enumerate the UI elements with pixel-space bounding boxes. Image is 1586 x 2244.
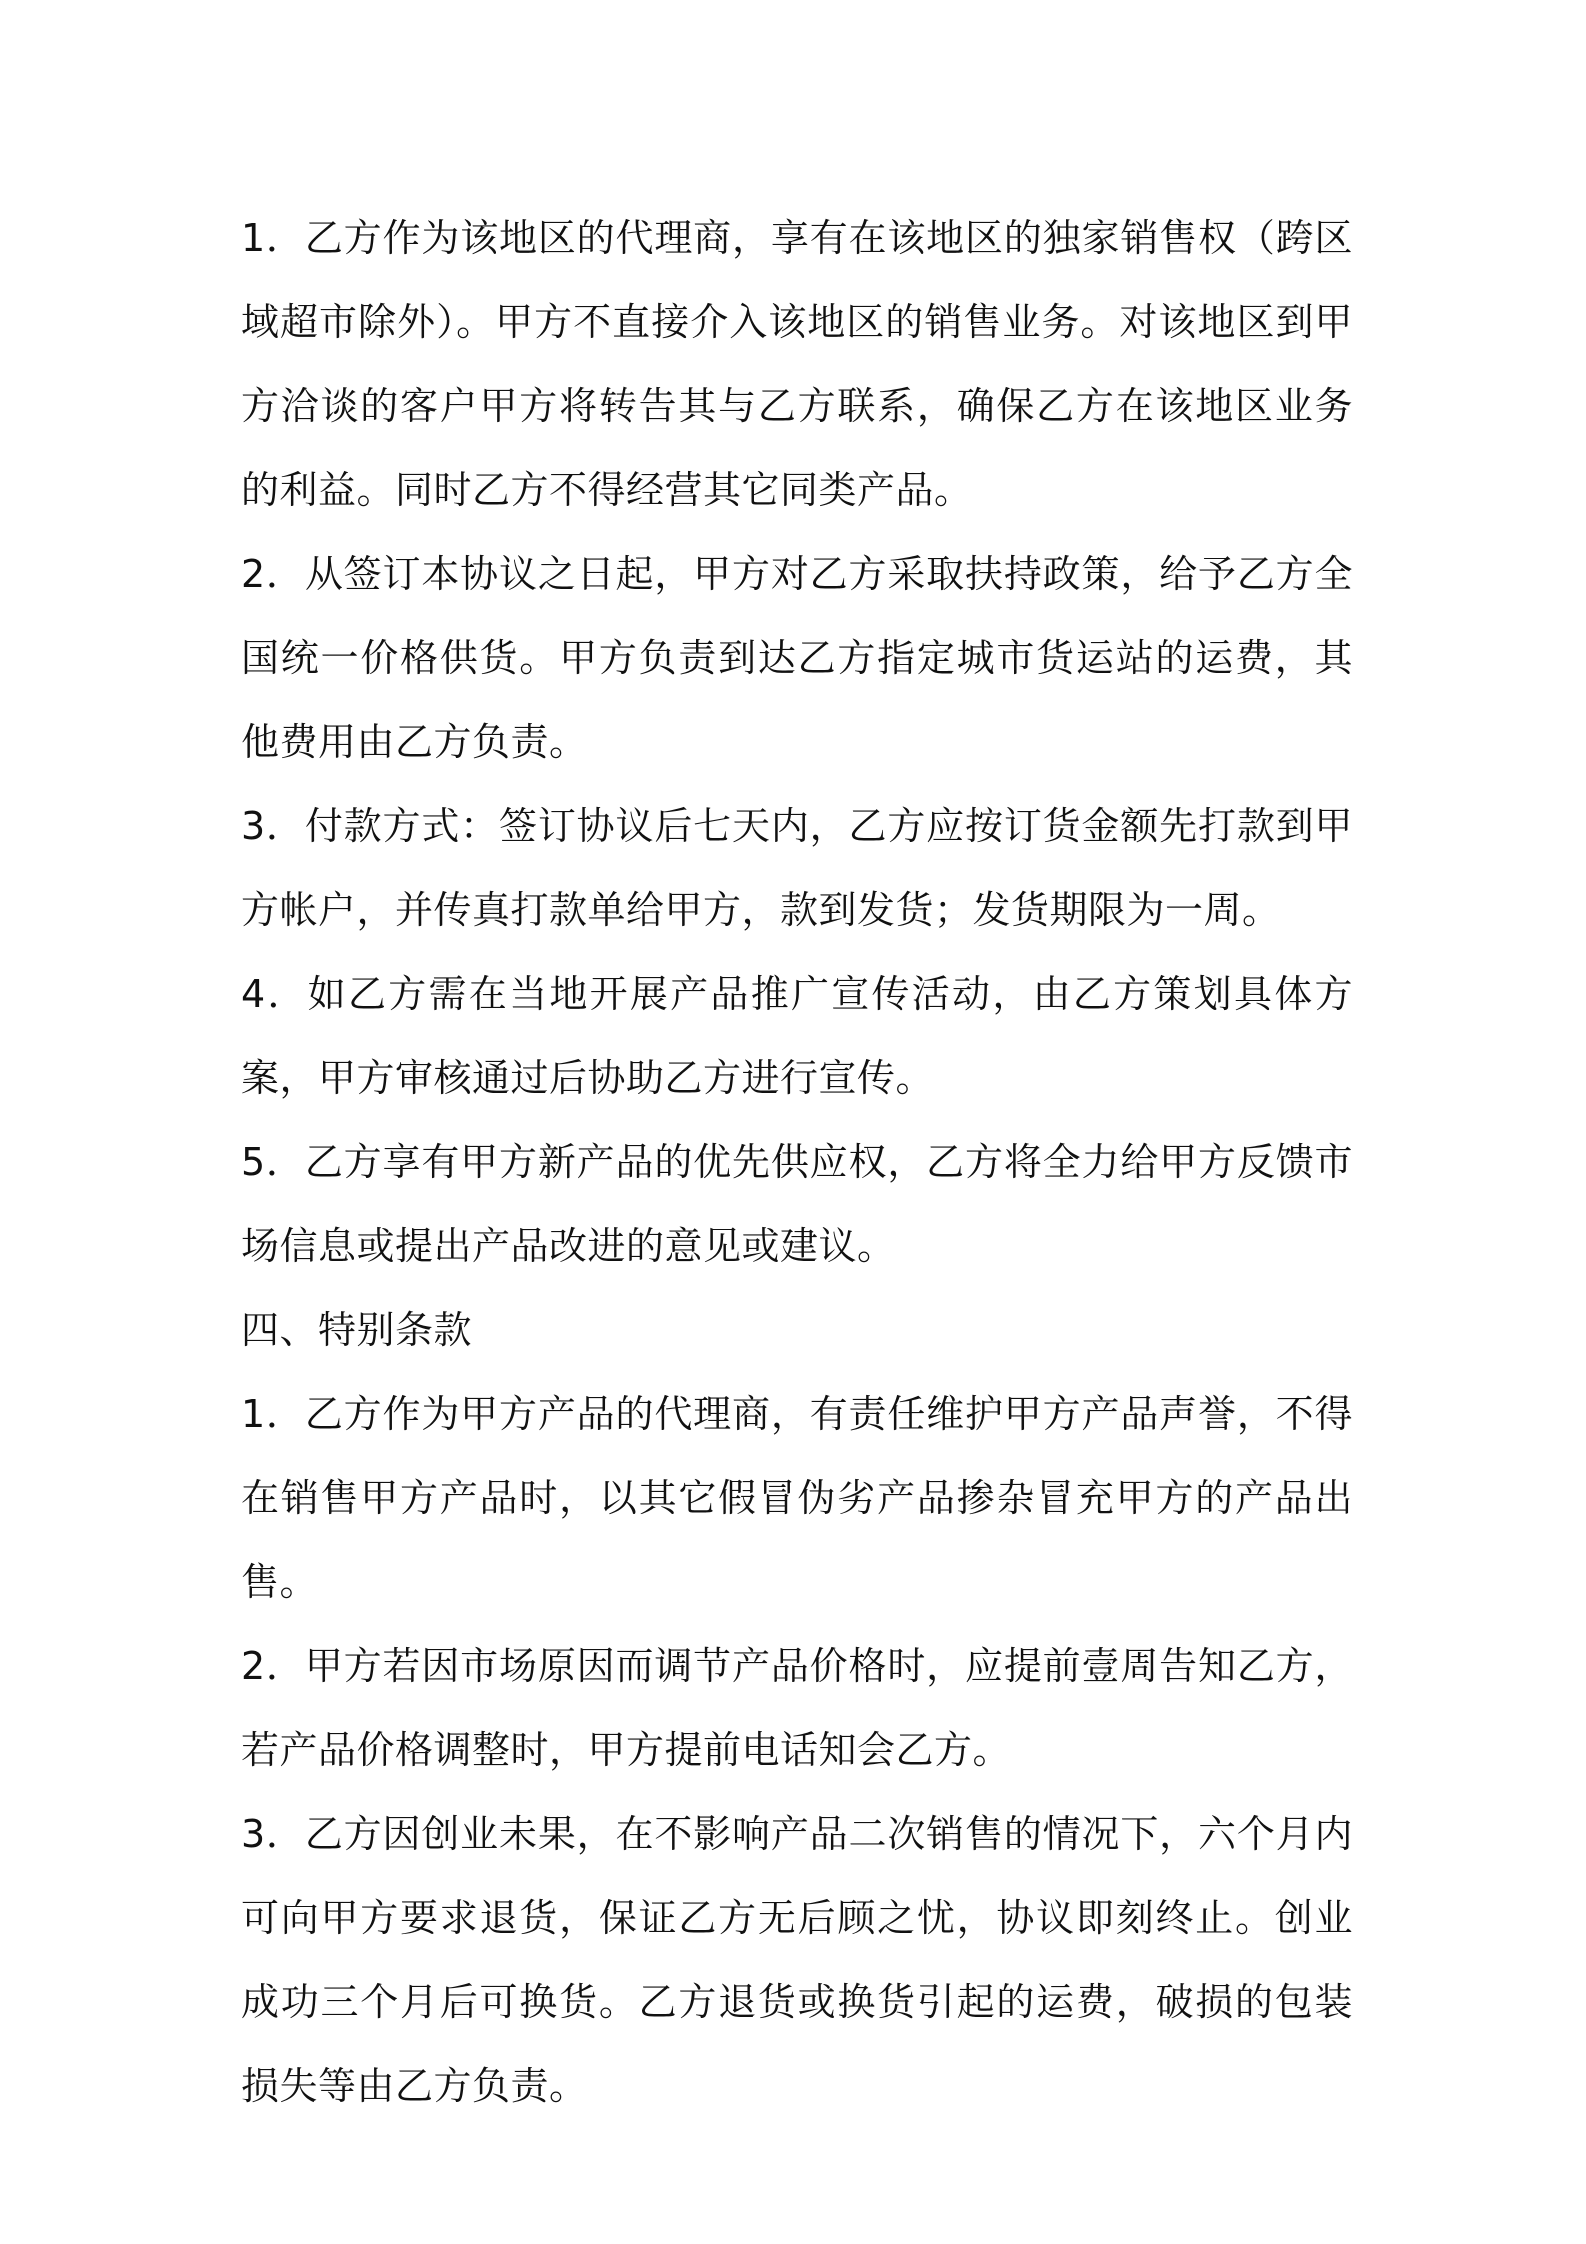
section-heading-special-terms: 四、特别条款 <box>241 1308 473 1352</box>
clause-2: 2．从签订本协议之日起，甲方对乙方采取扶持政策，给予乙方全国统一价格供货。甲方负责到达乙方指定城市货运站的运费，其他费用由乙方负责。 <box>241 552 1353 764</box>
clause-1: 1．乙方作为该地区的代理商，享有在该地区的独家销售权（跨区域超市除外）。甲方不直接介入该地区的销售业务。对该地区到甲方洽谈的客户甲方将转告其与乙方联系，确保乙方在该地区业务的利益。同时乙方不得经营其它同类产品。 <box>241 216 1353 512</box>
clause-4: 4．如乙方需在当地开展产品推广宣传活动，由乙方策划具体方案，甲方审核通过后协助乙方进行宣传。 <box>241 972 1353 1100</box>
clause-5: 5．乙方享有甲方新产品的优先供应权，乙方将全力给甲方反馈市场信息或提出产品改进的意见或建议。 <box>241 1140 1353 1268</box>
special-clause-2: 2．甲方若因市场原因而调节产品价格时，应提前壹周告知乙方，若产品价格调整时，甲方提前电话知会乙方。 <box>241 1644 1353 1772</box>
special-clause-1: 1．乙方作为甲方产品的代理商，有责任维护甲方产品声誉，不得在销售甲方产品时，以其它假冒伪劣产品掺杂冒充甲方的产品出售。 <box>241 1392 1353 1604</box>
special-clause-3: 3．乙方因创业未果，在不影响产品二次销售的情况下，六个月内可向甲方要求退货，保证乙方无后顾之忧，协议即刻终止。创业成功三个月后可换货。乙方退货或换货引起的运费，破损的包装损失等由乙方负责。 <box>241 1812 1353 2108</box>
document-body <box>241 196 1353 2128</box>
clause-3: 3．付款方式：签订协议后七天内，乙方应按订货金额先打款到甲方帐户，并传真打款单给甲方，款到发货；发货期限为一周。 <box>241 804 1353 932</box>
